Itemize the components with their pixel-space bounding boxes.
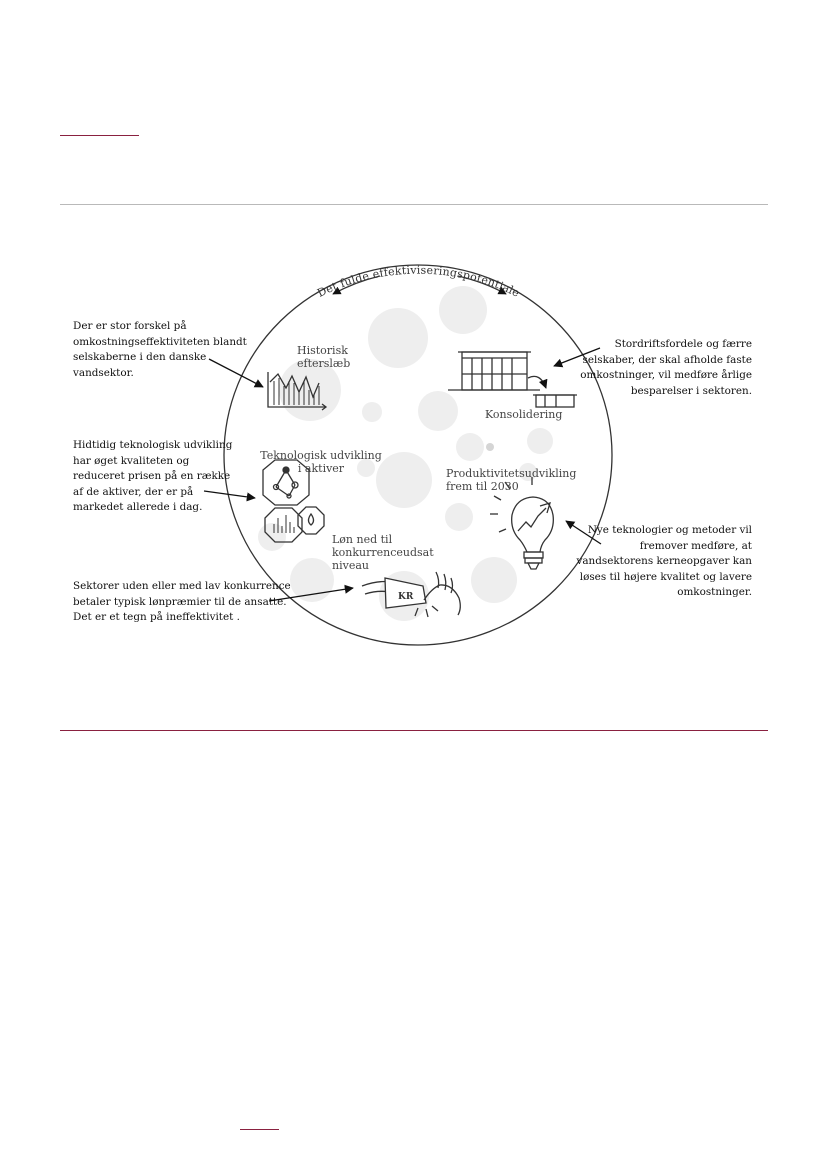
bottom-divider [60,730,768,731]
label-teknologisk: Teknologisk udvikling i aktiver [260,449,382,475]
arc-title: Det fulde effektiviseringspotentiale [315,263,522,300]
kr-badge: KR [398,592,414,602]
annotation-teknologisk: Hidtidig teknologisk udvikling har øget kvaliteten og reduceret prisen på en række af de aktiver, der er på markedet allerede i dag. [73,439,233,513]
label-historisk: Historisk efterslæb [297,344,351,370]
label-produktivitet: Produktivitetsudvikling frem til 2030 [446,467,577,493]
small-dot [486,443,494,451]
label-konsolidering: Konsolidering [485,408,563,421]
annotation-konsolidering: Stordriftsfordele og færre selskaber, der skal afholde faste omkostninger, vil medføre årlige besparelser i sektoren. [580,338,752,397]
annotation-loen: Sektorer uden eller med lav konkurrence betaler typisk lønpræmier til de ansatte. Det er et tegn på ineffektivitet . [73,580,291,623]
annotation-historisk: Der er stor forskel på omkostningseffektiviteten blandt selskaberne i den danske vandsektor. [73,320,247,379]
annotation-produktivitet: Nye teknologier og metoder vil fremover medføre, at vandsektorens kerneopgaver kan løses til højere kvalitet og lavere omkostninger. [576,524,752,598]
footer-accent-line [240,1129,279,1130]
label-loen: Løn ned til konkurrenceudsat niveau [332,533,434,572]
building-icon [448,352,577,407]
